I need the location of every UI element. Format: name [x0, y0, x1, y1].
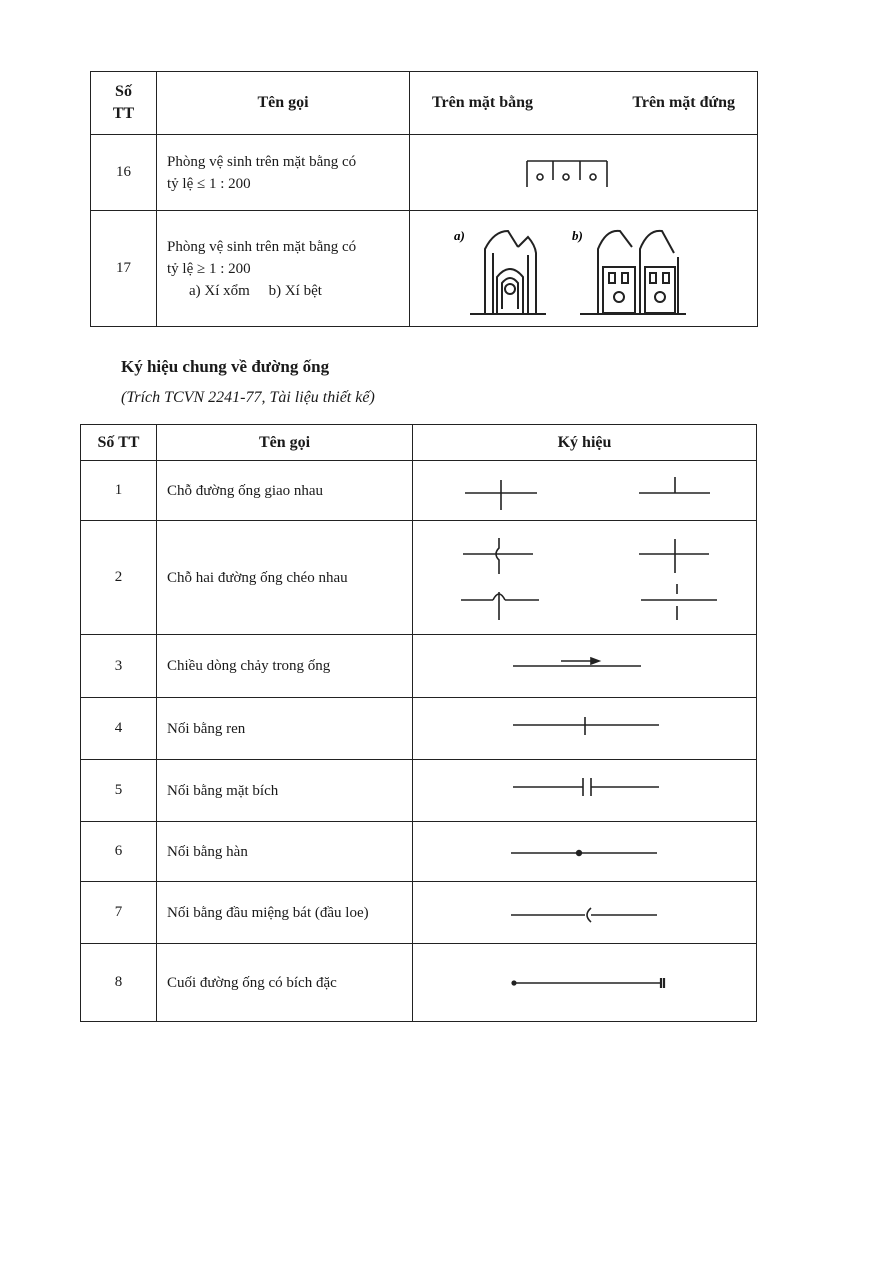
row-number: 5: [81, 760, 157, 822]
row-name: Chiều dòng chảy trong ống: [157, 635, 413, 698]
row-name: [157, 135, 410, 211]
table-header-row: [91, 72, 758, 135]
row-name: Chỗ đường ống giao nhau: [157, 461, 413, 521]
table-row: [81, 760, 757, 822]
table-row: [91, 135, 758, 211]
row-name: Nối bằng hàn: [157, 822, 413, 882]
row-number: 8: [81, 944, 157, 1022]
header-plan: Trên mặt bằng: [432, 94, 534, 111]
row-name-line: tỷ lệ ≤ 1 : 200: [167, 175, 251, 192]
weld-joint-svg: [413, 823, 757, 881]
row-number: 4: [81, 698, 157, 760]
header-views: [410, 72, 758, 135]
header-elevation: Trên mặt đứng: [632, 94, 735, 111]
row-name-line: tỷ lệ ≥ 1 : 200: [167, 260, 251, 277]
flange-joint-svg: [413, 761, 757, 821]
pipe-bypass-icon: [413, 521, 757, 635]
thread-joint-svg: [413, 699, 757, 759]
flow-direction-icon: [413, 635, 757, 698]
label-b: b): [572, 227, 583, 243]
section-title: Ký hiệu chung về đường ống: [121, 357, 330, 376]
table-header-row: [81, 425, 757, 461]
header-name: Tên gọi: [157, 72, 410, 135]
toilet-elevation-icon: [410, 211, 758, 327]
row-number: 16: [91, 135, 157, 211]
row-number: 17: [91, 211, 157, 327]
row-name: Nối bằng đầu miệng bát (đầu loe): [157, 882, 413, 944]
table-row: [81, 882, 757, 944]
header-no: Số TT: [81, 425, 157, 461]
socket-joint-icon: [413, 882, 757, 944]
row-name-line: Phòng vệ sinh trên mặt bằng có: [167, 153, 357, 170]
section-subtitle: (Trích TCVN 2241-77, Tài liệu thiết kế): [121, 389, 375, 406]
pipe-bypass-svg: [413, 522, 757, 634]
pipe-cross-icon: [413, 461, 757, 521]
pipe-cross-svg: [413, 462, 757, 520]
table-row: [81, 635, 757, 698]
flange-joint-icon: [413, 760, 757, 822]
thread-joint-icon: [413, 698, 757, 760]
row-number: 2: [81, 521, 157, 635]
row-name: [157, 211, 410, 327]
row-number: 1: [81, 461, 157, 521]
toilet-symbols-table: [90, 71, 758, 327]
toilet-elevation-svg: [410, 213, 758, 325]
table-row: [81, 822, 757, 882]
header-symbol: Ký hiệu: [413, 425, 757, 461]
toilet-plan-small-icon: [410, 135, 758, 211]
table-row: [81, 944, 757, 1022]
label-a: a): [454, 227, 465, 243]
table-row: [81, 521, 757, 635]
row-name: Nối bằng ren: [157, 698, 413, 760]
row-name: Cuối đường ống có bích đặc: [157, 944, 413, 1022]
table-row: [91, 211, 758, 327]
row-name-line: a) Xí xổm b) Xí bệt: [189, 282, 322, 299]
row-name-line: Phòng vệ sinh trên mặt bằng có: [167, 238, 357, 255]
table-row: [81, 461, 757, 521]
pipe-symbols-table: [80, 424, 757, 1022]
header-name: Tên gọi: [157, 425, 413, 461]
socket-joint-svg: [413, 883, 757, 943]
weld-joint-icon: [413, 822, 757, 882]
table-row: [81, 698, 757, 760]
row-number: 6: [81, 822, 157, 882]
row-name: Nối bằng mặt bích: [157, 760, 413, 822]
toilet-plan-small-svg: [410, 138, 758, 208]
row-name: Chỗ hai đường ống chéo nhau: [157, 521, 413, 635]
row-number: 3: [81, 635, 157, 698]
flow-direction-svg: [413, 636, 757, 696]
blind-flange-icon: [413, 944, 757, 1022]
blind-flange-svg: [413, 945, 757, 1021]
row-number: 7: [81, 882, 157, 944]
header-no: Số TT: [91, 72, 157, 135]
